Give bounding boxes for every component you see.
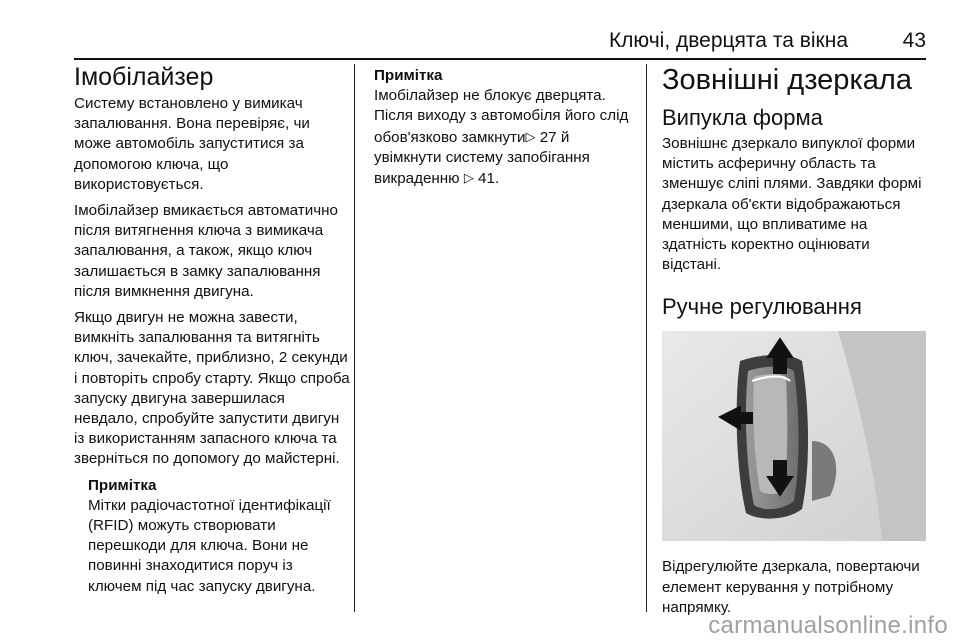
manual-adjustment-paragraph: Відрегулюйте дзеркала, повертаючи елемент керування у потрібному напрямку. xyxy=(662,558,920,616)
page-number: 43 xyxy=(902,29,926,52)
immobilizer-heading: Імобілайзер xyxy=(74,63,214,91)
page-reference-2[interactable]: 41. xyxy=(478,170,500,188)
column-note xyxy=(374,66,638,189)
note-text: Мітки радіочастотної ідентифікації (RFID) можуть створювати перешкоди для ключа. Вони не повинні знаходитися поруч із ключем під час запуску двигуна. xyxy=(88,496,331,595)
column-divider-2 xyxy=(646,64,647,612)
note-text-part-2: й увімкнути систему запобігання викраденню xyxy=(374,128,590,188)
note-text-part-1: Імобілайзер не блокує дверцята. Після виходу з автомобіля його слід обов'язково замкнути xyxy=(374,87,629,146)
column-immobilizer xyxy=(74,62,350,597)
immobilizer-lock-note xyxy=(374,66,638,189)
rfid-note xyxy=(88,476,350,597)
page-reference-arrow-icon: ▷ xyxy=(525,128,536,144)
mirrors-heading: Зовнішні дзеркала xyxy=(662,64,912,96)
note-title: Примітка xyxy=(88,476,157,494)
convex-shape-heading: Випукла форма xyxy=(662,105,823,130)
immobilizer-paragraph-1: Систему встановлено у вимикач запалювання. Вона перевіряє, чи може автомобіль запуститися за допомогою ключа, що використовується. xyxy=(74,95,310,193)
mirror-adjustment-illustration xyxy=(662,331,926,541)
note-title: Примітка xyxy=(374,67,443,84)
header-divider xyxy=(74,58,926,60)
page-reference-1[interactable]: 27 xyxy=(539,128,557,146)
watermark: carmanualsonline.info xyxy=(708,612,948,639)
convex-shape-paragraph: Зовнішнє дзеркало випуклої форми містить асферичну область та зменшує сліпі плями. Завдяки формі дзеркала об'єкти відображаються меншими, що впливатиме на здатність коректно оцінювати відстані. xyxy=(662,135,922,274)
column-mirrors xyxy=(662,62,930,624)
page-header xyxy=(74,28,926,56)
section-title: Ключі, дверцята та вікна xyxy=(608,29,848,52)
immobilizer-paragraph-3: Якщо двигун не можна завести, вимкніть запалювання та витягніть ключ, зачекайте, приблизно, 2 секунди і повторіть спробу старту. Якщо спроба запуску двигуна завершилася невдало, спробуйте запустити двигун із використанням запасного ключа та зверніться по допомогу до майстерні. xyxy=(74,309,350,468)
column-divider-1 xyxy=(354,64,355,612)
manual-adjustment-heading: Ручне регулювання xyxy=(662,294,862,320)
page-reference-arrow-icon: ▷ xyxy=(463,170,474,186)
immobilizer-paragraph-2: Імобілайзер вмикається автоматично після витягнення ключа з вимикача запалювання, а також, якщо ключ залишається в замку запалювання після вимкнення двигуна. xyxy=(74,202,338,300)
